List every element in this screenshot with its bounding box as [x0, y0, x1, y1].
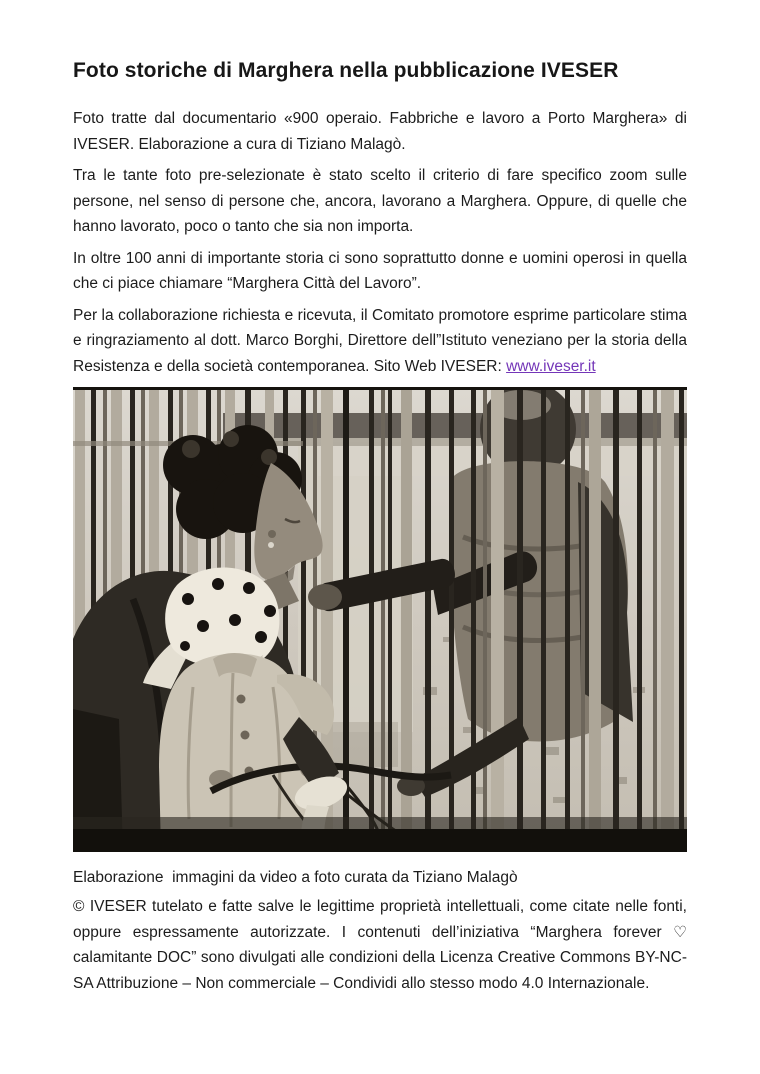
photo-ground-shadow	[73, 817, 687, 831]
photo-top-border	[73, 387, 687, 390]
historic-photo-figure	[73, 387, 687, 852]
photo-bottom-strip	[73, 829, 687, 852]
page-title-text: Foto storiche di Marghera nella pubblicazione IVESER	[73, 59, 619, 82]
paragraph-thanks	[73, 303, 687, 380]
iveser-website-link[interactable]: www.iveser.it	[506, 357, 596, 375]
paragraph-intro: Foto tratte dal documentario «900 operaio. Fabbriche e lavoro a Porto Marghera» di IVESER. Elaborazione a cura di Tiziano Malagò.	[73, 110, 687, 153]
paragraph-thanks-text: Per la collaborazione richiesta e ricevuta, il Comitato promotore esprime particolare stima e ringraziamento al dott. Marco Borghi, Direttore dell”Istituto veneziano per la storia della Resistenza e della società contemporanea. Sito Web IVESER:	[73, 306, 687, 375]
historic-photo	[73, 387, 687, 852]
page-title	[73, 58, 687, 84]
paragraph-criteria: Tra le tante foto pre-selezionate è stato scelto il criterio di fare specifico zoom sulle persone, nel senso di persone che, ancora, lavorano a Marghera. Oppure, di quelle che hanno lavorato, poco o tanto che sia non importa.	[73, 167, 687, 235]
photo-caption: Elaborazione immagini da video a foto curata da Tiziano Malagò	[73, 869, 518, 886]
paragraph-history: In oltre 100 anni di importante storia ci sono soprattutto donne e uomini operosi in quella che ci piace chiamare “Marghera Città del Lavoro”.	[73, 249, 687, 292]
copyright-text: © IVESER tutelato e fatte salve le legittime proprietà intellettuali, come citate nelle fonti, oppure espressamente autorizzate. I contenuti dell’iniziativa “Marghera forever ♡ calamitante DOC” sono divulgati alle condizioni della Licenza Creative Commons BY-NC-SA Attribuzione – Non commerciale – Condividi allo stesso modo 4.0 Internazionale.	[73, 898, 687, 992]
